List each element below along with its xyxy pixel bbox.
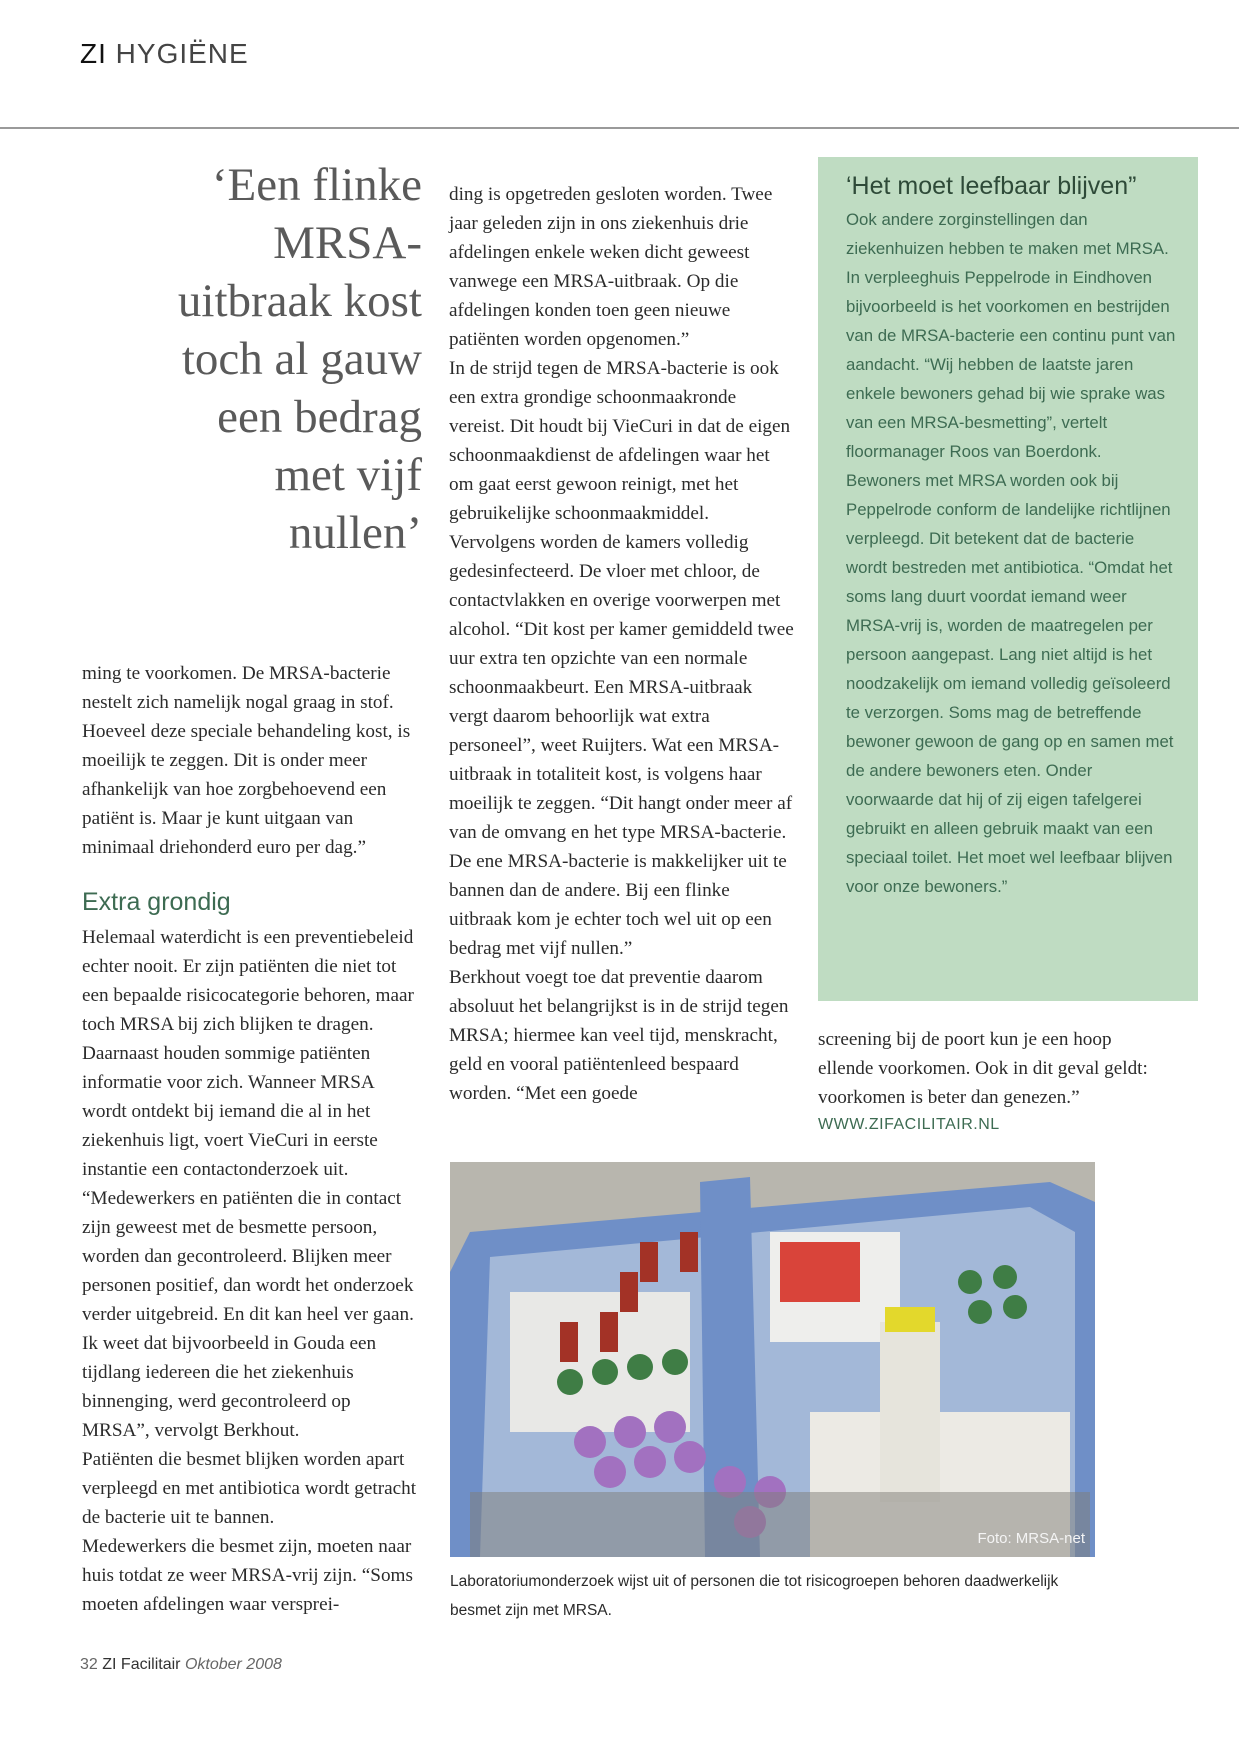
paragraph: In de strijd tegen de MRSA-bacterie is ook een extra grondige schoonmaakronde vereist. Dit houdt bij VieCuri in dat de eigen schoonmaakdienst de afdelingen waar het om gaat eerst gewoon reinigt, met het gebruikelijke schoonmaakmiddel. Vervolgens worden de kamers volledig gedesinfecteerd. De vloer met chloor, de contactvlakken en overige voorwerpen met alcohol. “Dit kost per kamer gemiddeld twee uur extra ten opzichte van een normale schoonmaakbeurt. Een MRSA-uitbraak vergt daarom behoorlijk wat extra personeel”, weet Ruijters. Wat een MRSA-uitbraak in totaliteit kost, is volgens haar moeilijk te zeggen. “Dit hangt onder meer af van de omvang en het type MRSA-bacterie. De ene MRSA-bacterie is makkelijker uit te bannen dan de andere. Bij een flinke uitbraak kom je echter toch wel uit op een bedrag met vijf nullen.” xyxy=(449,358,794,959)
column-1-bottom xyxy=(82,923,422,1619)
subheading: Extra grondig xyxy=(82,888,231,916)
lab-photo xyxy=(450,1162,1095,1557)
paragraph: Medewerkers die besmet zijn, moeten naar huis totdat ze weer MRSA-vrij zijn. “Soms moeten afdelingen waar versprei- xyxy=(82,1536,413,1615)
header-logo-text: ZI xyxy=(80,38,107,69)
paragraph: Patiënten die besmet blijken worden apart verpleegd en met antibiotica wordt getracht de bacterie uit te bannen. xyxy=(82,1449,417,1528)
paragraph: Berkhout voegt toe dat preventie daarom absoluut het belangrijkst is in de strijd tegen MRSA; hiermee kan veel tijd, menskracht, geld en vooral patiëntenleed bespaard worden. “Met een goede xyxy=(449,967,789,1104)
photo-credit: Foto: MRSA-net xyxy=(977,1530,1085,1547)
paragraph: Helemaal waterdicht is een preventiebeleid echter nooit. Er zijn patiënten die niet tot een bepaalde risicocategorie behoren, maar toch MRSA bij zich blijken te dragen. Daarnaast houden sommige patiënten informatie voor zich. Wanneer MRSA wordt ontdekt bij iemand die al in het ziekenhuis ligt, voert VieCuri in eerste instantie een contactonderzoek uit. “Medewerkers en patiënten die in contact zijn geweest met de besmette persoon, worden dan gecontroleerd. Blijken meer personen positief, dan wordt het onderzoek verder uitgebreid. En dit kan heel ver gaan. Ik weet dat bijvoorbeeld in Gouda een tijdlang iedereen die het ziekenhuis binnenging, werd gecontroleerd op MRSA”, vervolgt Berkhout. xyxy=(82,927,414,1441)
paragraph: screening bij de poort kun je een hoop ellende voorkomen. Ook in dit geval geldt: voorkomen is beter dan genezen.” xyxy=(818,1029,1148,1108)
lab-tray-illustration xyxy=(450,1162,1095,1557)
magazine-name: ZI Facilitair xyxy=(102,1656,181,1673)
paragraph: ding is opgetreden gesloten worden. Twee jaar geleden zijn in ons ziekenhuis drie afdelingen enkele weken dicht geweest vanwege een MRSA-uitbraak. Op die afdelingen konden toen geen nieuwe patiënten worden opgenomen.” xyxy=(449,184,773,350)
paragraph: ming te voorkomen. De MRSA-bacterie nestelt zich namelijk nogal graag in stof. Hoeveel deze speciale behandeling kost, is moeilijk te zeggen. Dit is onder meer afhankelijk van hoe zorgbehoevend een patiënt is. Maar je kunt uitgaan van minimaal driehonderd euro per dag.” xyxy=(82,663,411,858)
column-1-top xyxy=(82,659,422,862)
pull-quote: ‘Een flinke MRSA-uitbraak kost toch al gauw een bedrag met vijf nullen’ xyxy=(177,159,422,559)
photo-caption: Laboratoriumonderzoek wijst uit of personen die tot risicogroepen behoren daadwerkelijk besmet zijn met MRSA. xyxy=(450,1573,1059,1619)
sidebar-paragraph: Bewoners met MRSA worden ook bij Peppelrode conform de landelijke richtlijnen verpleegd. Dit betekent dat de bacterie wordt bestreden met antibiotica. “Omdat het soms lang duurt voordat iemand weer MRSA-vrij is, worden de maatregelen per persoon aangepast. Lang niet altijd is het noodzakelijk om iemand volledig geïsoleerd te verzorgen. Soms mag de betreffende bewoner gewoon de gang op en samen met de andere bewoners eten. Onder voorwaarde dat hij of zij eigen tafelgerei gebruikt en alleen gebruik maakt van een speciaal toilet. Het moet wel leefbaar blijven voor onze bewoners.” xyxy=(846,471,1174,896)
page-footer xyxy=(80,1656,282,1674)
column-3 xyxy=(818,1025,1158,1112)
sidebar-paragraph: Ook andere zorginstellingen dan ziekenhuizen hebben te maken met MRSA. In verpleeghuis Peppelrode in Eindhoven bijvoorbeeld is het voorkomen en bestrijden van de MRSA-bacterie een continu punt van aandacht. “Wij hebben de laatste jaren enkele bewoners gehad bij wie sprake was van een MRSA-besmetting”, vertelt floormanager Roos van Boerdonk. xyxy=(846,210,1176,461)
header-divider xyxy=(0,127,1239,129)
page-header xyxy=(80,38,249,70)
website-link[interactable]: WWW.ZIFACILITAIR.NL xyxy=(818,1116,1000,1133)
issue-date: Oktober 2008 xyxy=(184,1656,282,1673)
column-2 xyxy=(449,180,795,1108)
sidebar-box xyxy=(818,157,1198,1001)
section-title: HYGIËNE xyxy=(115,38,249,69)
sidebar-title: ‘Het moet leefbaar blijven” xyxy=(846,172,1137,200)
page-number: 32 xyxy=(80,1656,98,1673)
